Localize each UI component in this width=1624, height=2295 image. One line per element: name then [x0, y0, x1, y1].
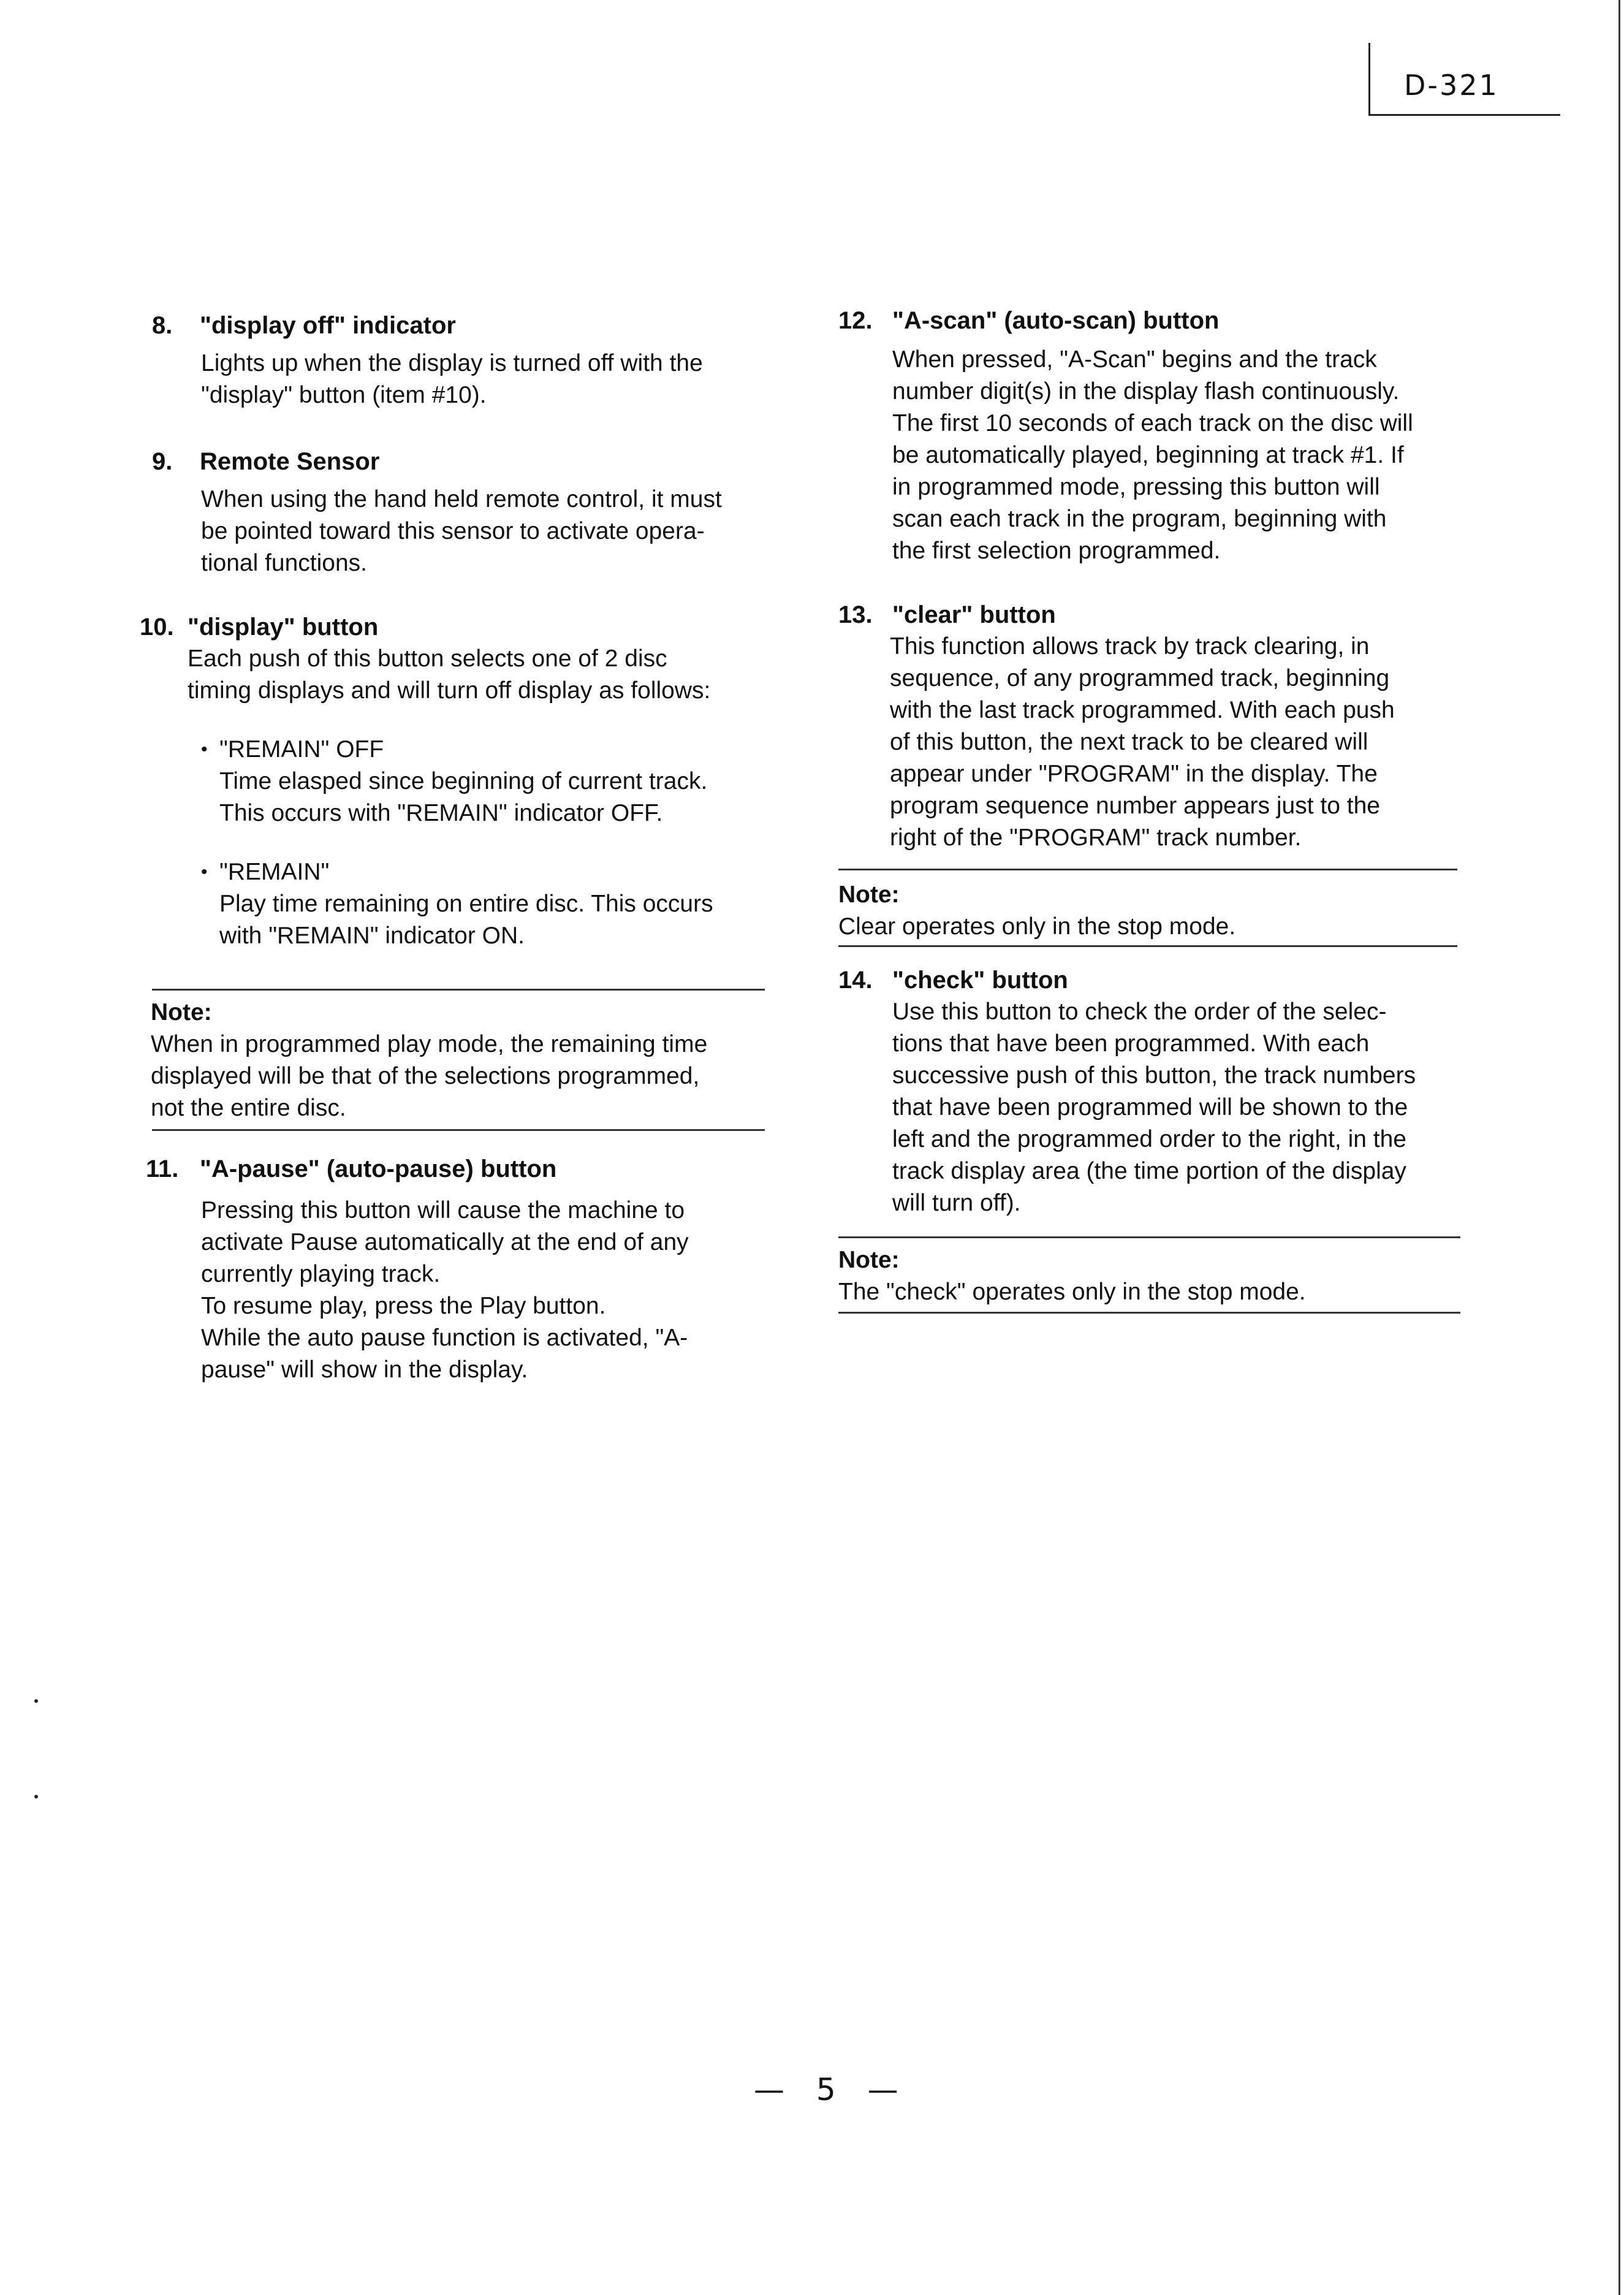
text-line: will turn off). — [892, 1190, 1021, 1216]
text-line: track display area (the time portion of the display — [892, 1158, 1406, 1184]
item-heading — [140, 611, 777, 643]
item-description — [188, 643, 777, 707]
note-label: Note: — [151, 999, 212, 1026]
page-number: — 5 — — [754, 2072, 909, 2107]
item-title: "display" button — [188, 614, 379, 641]
text-line: number digit(s) in the display flash continuously. — [892, 378, 1400, 405]
item-description — [201, 348, 777, 411]
text-line: When pressed, "A-Scan" begins and the track — [892, 346, 1377, 373]
text-line: activate Pause automatically at the end of any — [201, 1229, 689, 1255]
text-line: currently playing track. — [201, 1261, 441, 1287]
scan-speck — [34, 1795, 38, 1798]
text-line: not the entire disc. — [151, 1095, 346, 1121]
text-line: "display" button (item #10). — [201, 382, 487, 408]
text-line: The first 10 seconds of each track on the disc will — [892, 410, 1413, 436]
item-number: 10. — [140, 614, 174, 641]
note-body — [838, 1276, 1476, 1308]
item-number: 12. — [838, 307, 873, 334]
text-line: displayed will be that of the selections programmed, — [151, 1063, 700, 1089]
text-line: While the auto pause function is activated, "A- — [201, 1325, 688, 1351]
note-remaining-time — [151, 997, 777, 1124]
scan-edge-line — [1618, 0, 1620, 2295]
item-description — [201, 1195, 777, 1386]
bullet-heading: "REMAIN" — [219, 859, 330, 885]
item-11-a-pause-button — [146, 1153, 777, 1386]
item-heading — [152, 310, 777, 341]
text-line: Pressing this button will cause the machine to — [201, 1197, 685, 1224]
text-line: the first selection programmed. — [892, 538, 1221, 564]
item-12-a-scan-button — [838, 305, 1476, 567]
text-line: be automatically played, beginning at track #1. If — [892, 442, 1404, 468]
text-line: timing displays and will turn off display as follows: — [188, 677, 711, 704]
note-body — [838, 911, 1476, 943]
left-column — [140, 310, 777, 1386]
item-description — [890, 631, 1476, 854]
text-line: sequence, of any programmed track, beginning — [890, 665, 1390, 691]
note-label: Note: — [838, 881, 900, 908]
item-description — [201, 484, 777, 579]
bullet-heading: "REMAIN" OFF — [219, 736, 384, 763]
text-line: right of the "PROGRAM" track number. — [890, 824, 1302, 851]
text-line: tions that have been programmed. With each — [892, 1030, 1370, 1057]
text-line: This function allows track by track clearing, in — [890, 633, 1370, 660]
text-line: successive push of this button, the track numbers — [892, 1062, 1416, 1089]
text-line: Lights up when the display is turned off with the — [201, 350, 703, 376]
text-line: that have been programmed will be shown to the — [892, 1094, 1408, 1121]
note-top-rule — [838, 1236, 1460, 1238]
item-10-display-button — [140, 611, 777, 952]
bullet-icon: • — [201, 862, 208, 882]
item-13-clear-button — [838, 599, 1476, 854]
document-id-box — [1368, 43, 1560, 116]
item-title: "clear" button — [892, 601, 1056, 628]
note-bottom-rule — [838, 945, 1457, 947]
item-9-remote-sensor — [152, 446, 777, 579]
bullet-text — [219, 734, 707, 829]
bullet-icon: • — [201, 739, 208, 759]
text-line: pause" will show in the display. — [201, 1357, 528, 1383]
item-title: "A-scan" (auto-scan) button — [892, 307, 1220, 334]
text-line: in programmed mode, pressing this button will — [892, 474, 1380, 500]
item-heading — [838, 964, 1476, 996]
text-line: Each push of this button selects one of 2 disc — [188, 645, 667, 672]
text-line: Clear operates only in the stop mode. — [838, 913, 1236, 940]
text-line: Use this button to check the order of the selec- — [892, 999, 1387, 1025]
item-title: "display off" indicator — [200, 312, 456, 339]
note-clear — [838, 879, 1476, 943]
bullet-remain — [201, 856, 777, 952]
bullet-text — [219, 856, 713, 952]
note-label: Note: — [838, 1247, 900, 1273]
note-bottom-rule — [838, 1312, 1460, 1314]
text-line: Time elasped since beginning of current track. — [219, 768, 708, 794]
note-bottom-rule — [152, 1129, 765, 1131]
text-line: of this button, the next track to be cleared will — [890, 729, 1368, 755]
text-line: with the last track programmed. With each push — [890, 697, 1395, 723]
item-heading — [152, 446, 777, 478]
item-number: 9. — [152, 448, 173, 475]
text-line: Play time remaining on entire disc. This occurs — [219, 891, 713, 917]
note-body — [151, 1029, 777, 1124]
text-line: tional functions. — [201, 550, 368, 576]
text-line: program sequence number appears just to the — [890, 793, 1380, 819]
item-description — [892, 996, 1476, 1219]
item-number: 13. — [838, 601, 873, 628]
right-column — [838, 305, 1476, 1314]
text-line: with "REMAIN" indicator ON. — [219, 923, 525, 949]
document-id: D-321 — [1404, 69, 1499, 102]
item-title: "A-pause" (auto-pause) button — [200, 1155, 557, 1182]
note-top-rule — [152, 989, 765, 991]
scan-speck — [34, 1699, 38, 1703]
note-check — [838, 1244, 1476, 1308]
text-line: When in programmed play mode, the remaining time — [151, 1031, 708, 1057]
item-heading — [838, 305, 1476, 337]
text-line: To resume play, press the Play button. — [201, 1293, 606, 1319]
item-number: 14. — [838, 967, 873, 994]
item-8-display-off-indicator — [152, 310, 777, 411]
text-line: appear under "PROGRAM" in the display. The — [890, 761, 1378, 787]
text-line: scan each track in the program, beginning with — [892, 506, 1387, 532]
item-14-check-button — [838, 964, 1476, 1219]
item-description — [892, 344, 1476, 567]
item-heading — [146, 1153, 777, 1185]
text-line: The "check" operates only in the stop mode. — [838, 1279, 1306, 1305]
text-line: This occurs with "REMAIN" indicator OFF. — [219, 800, 663, 826]
item-number: 11. — [146, 1155, 179, 1182]
item-title: "check" button — [892, 967, 1068, 994]
note-top-rule — [838, 869, 1457, 870]
item-number: 8. — [152, 312, 173, 339]
bullet-remain-off — [201, 734, 777, 829]
item-title: Remote Sensor — [200, 448, 380, 475]
text-line: left and the programmed order to the right, in the — [892, 1126, 1406, 1152]
item-heading — [838, 599, 1476, 631]
text-line: be pointed toward this sensor to activate opera- — [201, 518, 705, 544]
text-line: When using the hand held remote control, it must — [201, 486, 722, 512]
